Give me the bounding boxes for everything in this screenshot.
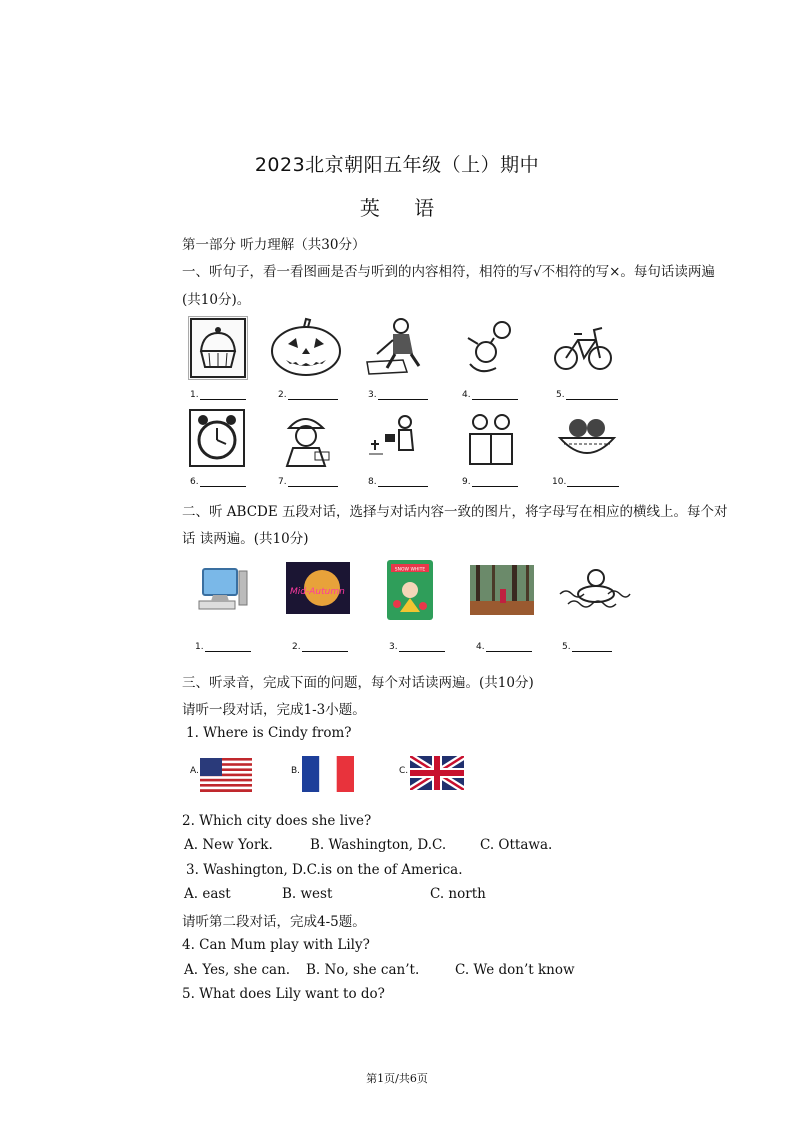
section3-sub-instruction-2: 请听第二段对话，完成4-5题。	[182, 914, 366, 930]
document-title: 2023北京朝阳五年级（上）期中	[254, 154, 540, 176]
q1-option-c-label: C.	[399, 766, 409, 776]
q4-option-a[interactable]: A. Yes, she can.	[184, 962, 291, 978]
q2-option-a[interactable]: A. New York.	[184, 837, 273, 853]
alarm-clock-icon	[188, 408, 246, 468]
toy-icon	[460, 318, 518, 378]
bicycle-icon	[552, 316, 614, 378]
q2-option-c[interactable]: C. Ottawa.	[480, 837, 553, 853]
section2-instruction-cont: 话 读两遍。(共10分)	[182, 531, 309, 547]
s1-answer-4[interactable]: 4.	[462, 390, 518, 400]
s1-answer-6[interactable]: 6.	[190, 477, 246, 487]
child-watering-plant-icon	[365, 410, 427, 466]
section3-sub-instruction-1: 请听一段对话，完成1-3小题。	[182, 702, 366, 718]
s1-answer-5[interactable]: 5.	[556, 390, 618, 400]
question-3: 3. Washington, D.C.is on the of America.	[186, 862, 463, 878]
s1-answer-1[interactable]: 1.	[190, 390, 246, 400]
page-number: 第1页/共6页	[366, 1072, 428, 1085]
question-1: 1. Where is Cindy from?	[186, 725, 352, 741]
s2-answer-5[interactable]: 5.	[562, 642, 612, 652]
cupcake-icon	[188, 316, 248, 380]
pumpkin-lantern-icon	[268, 316, 344, 378]
svg-text:Mid-Autumn: Mid-Autumn	[290, 587, 345, 597]
s2-answer-3[interactable]: 3.	[389, 642, 445, 652]
q2-option-b[interactable]: B. Washington, D.C.	[310, 837, 447, 853]
part-heading: 第一部分 听力理解（共30分）	[182, 237, 366, 253]
svg-text:SNOW WHITE: SNOW WHITE	[394, 567, 426, 573]
q3-option-b[interactable]: B. west	[282, 886, 333, 902]
gift-box-icon	[462, 408, 520, 468]
s2-answer-2[interactable]: 2.	[292, 642, 348, 652]
section1-instruction: 一、听句子，看一看图画是否与听到的内容相符，相符的写√不相符的写×。每句话读两遍	[182, 264, 715, 280]
france-flag-icon[interactable]	[302, 756, 354, 792]
question-5: 5. What does Lily want to do?	[182, 986, 385, 1002]
uk-flag-icon[interactable]	[410, 756, 464, 790]
q3-option-c[interactable]: C. north	[430, 886, 486, 902]
s2-answer-1[interactable]: 1.	[195, 642, 251, 652]
s1-answer-2[interactable]: 2.	[278, 390, 338, 400]
s2-answer-4[interactable]: 4.	[476, 642, 532, 652]
q1-option-a-label: A.	[190, 766, 199, 776]
child-drawing-icon	[363, 316, 431, 378]
book-cover-icon	[387, 560, 433, 620]
q4-option-b[interactable]: B. No, she can’t.	[306, 962, 420, 978]
section3-instruction: 三、听录音，完成下面的问题，每个对话读两遍。(共10分)	[182, 675, 534, 691]
section2-instruction: 二、听 ABCDE 五段对话，选择与对话内容一致的图片，将字母写在相应的横线上。每个对	[182, 504, 728, 520]
swimming-turtle-icon	[558, 566, 632, 612]
q1-option-b-label: B.	[291, 766, 301, 776]
question-4: 4. Can Mum play with Lily?	[182, 937, 370, 953]
dumplings-bowl-icon	[556, 410, 618, 466]
q4-option-c[interactable]: C. We don’t know	[455, 962, 575, 978]
girl-eating-icon	[275, 410, 337, 468]
usa-flag-icon[interactable]	[200, 758, 252, 792]
s1-answer-10[interactable]: 10.	[552, 477, 619, 487]
subject-title: 英 语	[359, 196, 435, 220]
s1-answer-9[interactable]: 9.	[462, 477, 518, 487]
s1-answer-8[interactable]: 8.	[368, 477, 428, 487]
forest-photo-icon	[470, 565, 534, 615]
section1-instruction-cont: (共10分)。	[182, 292, 251, 308]
s1-answer-7[interactable]: 7.	[278, 477, 338, 487]
q3-option-a[interactable]: A. east	[184, 886, 231, 902]
s1-answer-3[interactable]: 3.	[368, 390, 428, 400]
mid-autumn-poster-icon	[286, 562, 350, 614]
question-2: 2. Which city does she live?	[182, 813, 372, 829]
computer-icon	[195, 563, 251, 615]
